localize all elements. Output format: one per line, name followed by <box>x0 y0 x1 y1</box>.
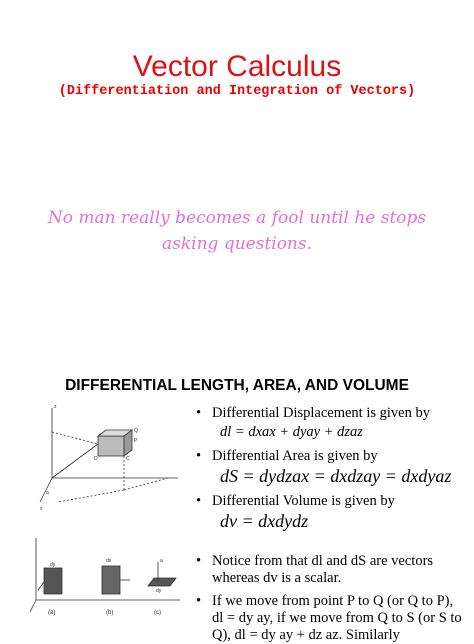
bullet-area <box>196 448 466 465</box>
note-vectors <box>196 553 466 587</box>
svg-text:dy: dy <box>50 562 56 568</box>
section-heading: DIFFERENTIAL LENGTH, AREA, AND VOLUME <box>65 377 409 394</box>
slide-subtitle: (Differentiation and Integration of Vectors) <box>58 84 416 99</box>
panel-label-a: (a) <box>48 610 56 616</box>
bullet-dot: • <box>196 493 202 509</box>
svg-text:C: C <box>126 456 130 462</box>
slide-title: Vector Calculus <box>132 50 342 83</box>
bullet-text: Differential Volume is given by <box>212 493 395 509</box>
panel-label-b: (b) <box>106 610 114 616</box>
notes-bullets <box>196 553 466 644</box>
note-text: Notice from that dl and dS are vectors whereas dv is a scalar. <box>212 553 434 586</box>
quote: No man really becomes a fool until he stops asking questions. <box>47 208 427 254</box>
svg-text:a: a <box>160 558 163 564</box>
svg-text:Q: Q <box>134 428 138 434</box>
bullet-dot: • <box>196 405 202 421</box>
svg-text:D: D <box>94 456 98 462</box>
equation-area: dS = dydzax = dxdzay = dxdyaz <box>220 466 452 486</box>
bullet-displacement <box>196 405 466 422</box>
svg-text:a: a <box>46 490 49 496</box>
note-movement <box>196 593 466 644</box>
svg-text:x: x <box>40 506 43 512</box>
bullet-volume <box>196 493 466 510</box>
svg-text:dx: dx <box>106 558 112 564</box>
svg-text:dy: dy <box>156 588 162 594</box>
bullet-dot: • <box>196 448 202 464</box>
bullet-dot: • <box>196 593 202 609</box>
bullet-text: Differential Area is given by <box>212 448 378 464</box>
differential-bullets <box>196 405 466 532</box>
equation-volume: dv = dxdydz <box>220 511 309 531</box>
svg-text:P: P <box>134 438 138 444</box>
equation-displacement: dl = dxax + dyay + dzaz <box>220 424 363 440</box>
panel-label-c: (c) <box>154 610 161 616</box>
svg-text:z: z <box>54 404 57 410</box>
note-text: If we move from point P to Q (or Q to P), dl = dy ay, if we move from Q to S (or S to Q), dl = dy ay + dz az. Similarly <box>212 593 462 643</box>
differential-surfaces-figure <box>30 538 180 628</box>
bullet-text: Differential Displacement is given by <box>212 405 430 421</box>
differential-volume-figure <box>38 402 188 514</box>
bullet-dot: • <box>196 553 202 569</box>
